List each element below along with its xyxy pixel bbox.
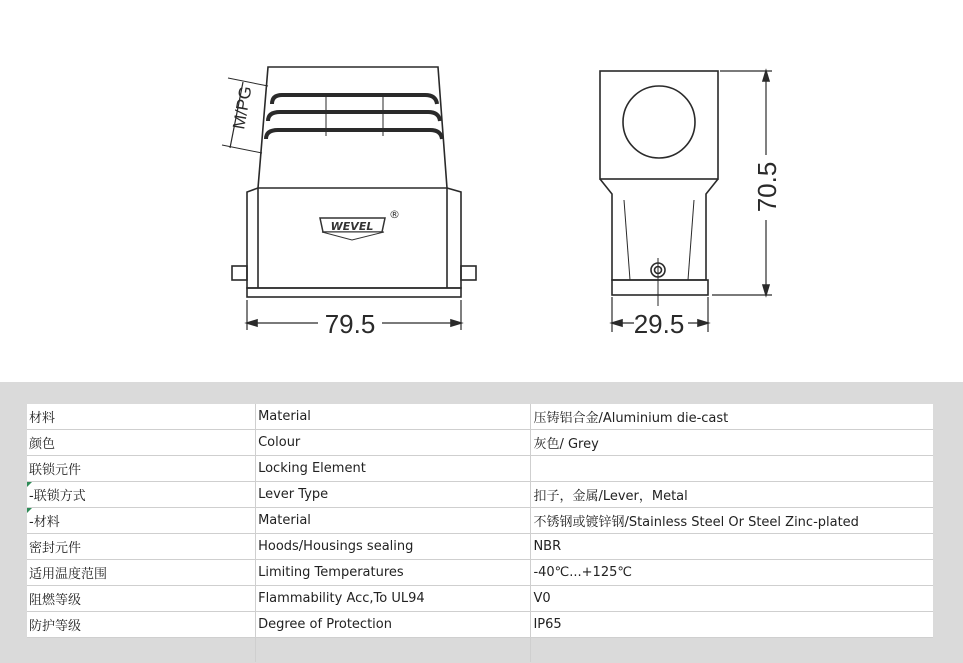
row-value (531, 456, 933, 482)
row-en-label: Material (256, 404, 531, 430)
row-cn-label: 材料 (27, 404, 256, 430)
table-row (27, 456, 933, 482)
row-value: NBR (531, 534, 933, 560)
row-en-label: Colour (256, 430, 531, 456)
row-en-label: Flammability Acc,To UL94 (256, 586, 531, 612)
row-en-label: Locking Element (256, 456, 531, 482)
row-value: -40℃...+125℃ (531, 560, 933, 586)
row-cn-label: -联锁方式 (27, 482, 256, 508)
table-row (27, 404, 933, 430)
row-value: 灰色/ Grey (531, 430, 933, 456)
row-value: 扣子，金属/Lever，Metal (531, 482, 933, 508)
table-row (27, 508, 933, 534)
row-value: V0 (531, 586, 933, 612)
registered-mark: ® (389, 208, 400, 221)
row-value: 压铸铝合金/Aluminium die-cast (531, 404, 933, 430)
row-value: IP65 (531, 612, 933, 638)
table-row (27, 560, 933, 586)
front-width-label: 79.5 (324, 309, 376, 339)
spec-table (27, 404, 933, 662)
row-en-label: Hoods/Housings sealing (256, 534, 531, 560)
row-cn-label: 适用温度范围 (27, 560, 256, 586)
spec-section (0, 382, 963, 663)
row-value: 不锈钢或镀锌钢/Stainless Steel Or Steel Zinc-plated (531, 508, 933, 534)
table-row (27, 612, 933, 638)
filler-cell (27, 638, 256, 663)
filler-cell (531, 638, 933, 663)
table-row (27, 586, 933, 612)
row-en-label: Material (256, 508, 531, 534)
brand-name: WEVEL (330, 220, 374, 233)
height-label: 70.5 (752, 161, 782, 213)
row-cn-label: 颜色 (27, 430, 256, 456)
row-en-label: Lever Type (256, 482, 531, 508)
row-en-label: Limiting Temperatures (256, 560, 531, 586)
side-width-label: 29.5 (633, 309, 685, 339)
table-row (27, 534, 933, 560)
thread-label: M/PG (229, 84, 256, 131)
table-row (27, 482, 933, 508)
row-cn-label: 联锁元件 (27, 456, 256, 482)
filler-cell (256, 638, 531, 663)
row-en-label: Degree of Protection (256, 612, 531, 638)
row-cn-label: 防护等级 (27, 612, 256, 638)
table-filler-row (27, 638, 933, 663)
row-cn-label: 密封元件 (27, 534, 256, 560)
front-view (222, 67, 476, 330)
table-row (27, 430, 933, 456)
row-cn-label: 阻燃等级 (27, 586, 256, 612)
row-cn-label: -材料 (27, 508, 256, 534)
side-view (600, 71, 772, 332)
